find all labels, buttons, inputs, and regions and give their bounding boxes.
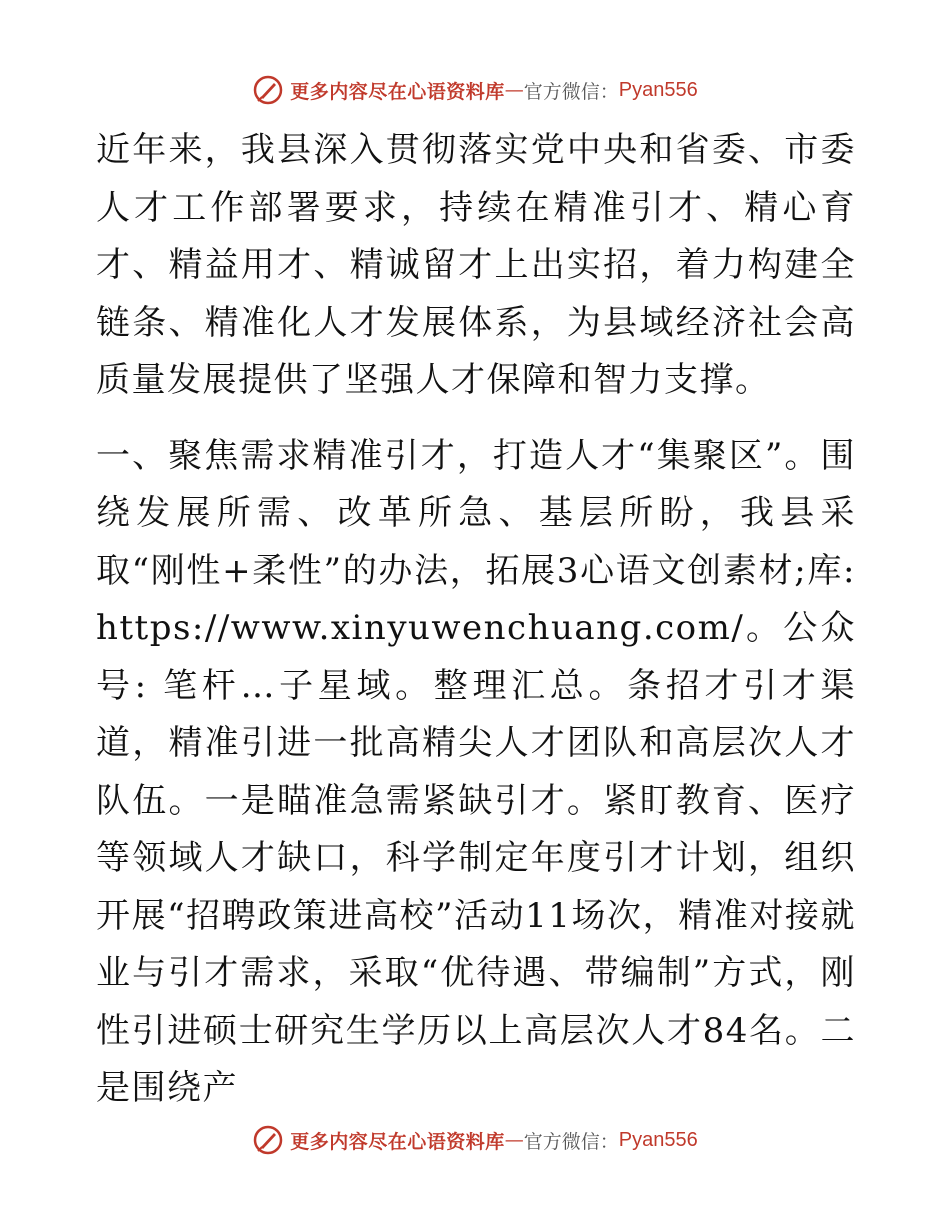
paragraph-intro: 近年来，我县深入贯彻落实党中央和省委、市委人才工作部署要求，持续在精准引才、精心育才、精益用才、精诚留才上出实招，着力构建全链条、精准化人才发展体系，为县域经济社会高质量发展提供了坚强人才保障和智力支撑。 — [96, 130, 856, 400]
banner-brand-text: 更多内容尽在心语资料库 — [290, 1130, 505, 1153]
quill-logo-icon — [252, 1124, 284, 1156]
banner-separator: — — [504, 79, 524, 101]
banner-wechat-id: Pyan556 — [618, 1128, 698, 1151]
header-banner — [0, 70, 950, 110]
paragraph-section-1: 一、聚焦需求精准引才，打造人才“集聚区”。围绕发展所需、改革所急、基层所盼，我县采取“刚性+柔性”的办法，拓展3心语文创素材;库: https://www.xinyuwenchuang.com/。公众号: 笔杆…子星域。整理汇总。条招才引才渠道，精准引进一批高精尖人才团队和高层次人才队伍。一是瞄准急需紧缺引才。紧盯教育、医疗等领域人才缺口，科学制定年度引才计划，组织开展“招聘政策进高校”活动11场次，精准对接就业与引才需求，采取“优待遇、带编制”方式，刚性引进硕士研究生学历以上高层次人才84名。二是围绕产 — [96, 435, 856, 1108]
banner-separator: — — [504, 1129, 524, 1151]
footer-banner — [0, 1120, 950, 1160]
banner-brand-text: 更多内容尽在心语资料库 — [290, 80, 505, 103]
banner-wechat-label: 官方微信： — [523, 1130, 619, 1153]
document-body — [96, 122, 856, 1118]
banner-wechat-id: Pyan556 — [618, 78, 698, 101]
quill-logo-icon — [252, 74, 284, 106]
banner-wechat-label: 官方微信： — [523, 80, 619, 103]
